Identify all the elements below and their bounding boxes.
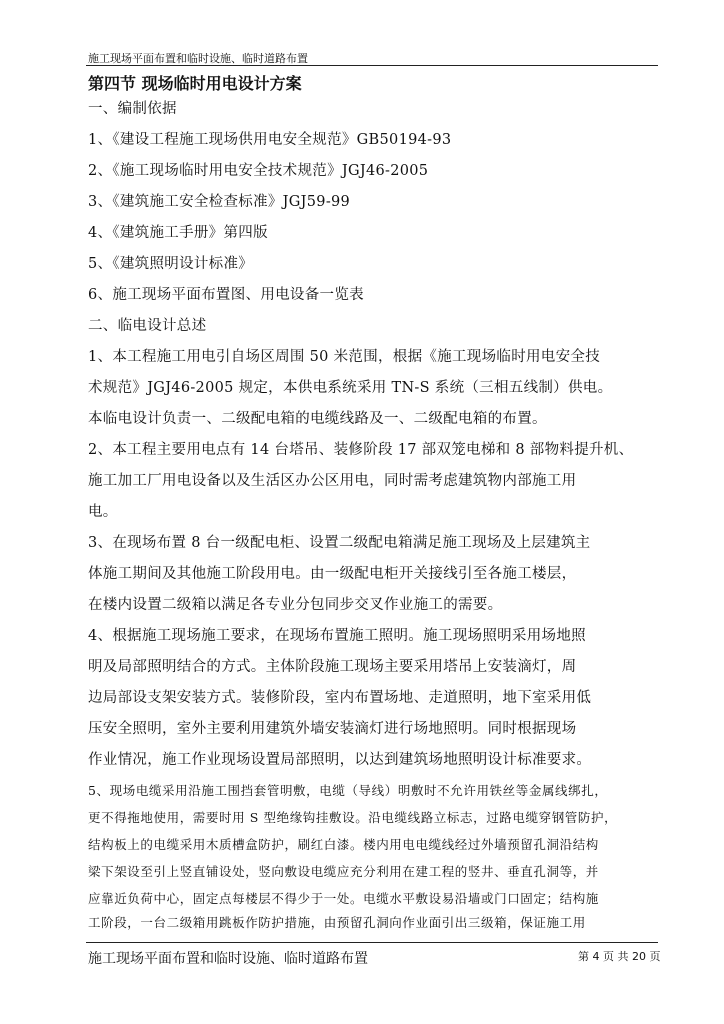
paragraph-line: 5、现场电缆采用沿施工围挡套管明敷，电缆（导线）明敷时不允许用铁丝等金属线绑扎， [88,783,608,798]
paragraph-line: 电。 [88,504,118,520]
paragraph-line: 3、在现场布置 8 台一级配电柜、设置二级配电箱满足施工现场及上层建筑主 [88,535,591,551]
page-number: 第 4 页 共 20 页 [578,950,661,963]
running-footer: 施工现场平面布置和临时设施、临时道路布置 [88,951,368,967]
paragraph-line: 结构板上的电缆采用木质槽盒防护，刷红白漆。楼内用电电缆线经过外墙预留孔洞沿结构 [88,837,599,852]
running-header: 施工现场平面布置和临时设施、临时道路布置 [88,52,308,65]
paragraph-line: 压安全照明，室外主要利用建筑外墙安装滴灯进行场地照明。同时根据现场 [88,721,577,737]
reference-item: 3、《建筑施工安全检查标准》JGJ59-99 [88,194,351,210]
paragraph-line: 在楼内设置二级箱以满足各专业分包同步交叉作业施工的需要。 [88,597,503,613]
paragraph-line: 体施工期间及其他施工阶段用电。由一级配电柜开关接线引至各施工楼层， [88,566,577,582]
paragraph-line: 2、本工程主要用电点有 14 台塔吊、装修阶段 17 部双笼电梯和 8 部物料提升机、 [88,442,634,458]
paragraph-line: 作业情况，施工作业现场设置局部照明，以达到建筑场地照明设计标准要求。 [88,752,592,768]
paragraph-line: 明及局部照明结合的方式。主体阶段施工现场主要采用塔吊上安装滴灯，周 [88,659,577,675]
footer-divider [86,942,658,943]
reference-item: 6、施工现场平面布置图、用电设备一览表 [88,287,364,303]
paragraph-line: 梁下架设至引上竖直铺设处，竖向敷设电缆应充分利用在建工程的竖井、垂直孔洞等，并 [88,864,599,879]
section-title: 第四节 现场临时用电设计方案 [88,74,302,93]
paragraph-line: 应靠近负荷中心，固定点每楼层不得少于一处。电缆水平敷设易沿墙或门口固定；结构施 [88,891,599,906]
paragraph-line: 术规范》JGJ46-2005 规定，本供电系统采用 TN-S 系统（三相五线制）供电。 [88,380,613,396]
paragraph-line: 更不得拖地使用，需要时用 S 型绝缘钩挂敷设。沿电缆线路立标志，过路电缆穿钢管防护， [88,810,618,825]
section-heading: 二、临电设计总述 [88,318,207,334]
header-divider [86,65,658,66]
reference-item: 5、《建筑照明设计标准》 [88,256,254,272]
section-heading: 一、编制依据 [88,101,177,117]
paragraph-line: 边局部设支架安装方式。装修阶段，室内布置场地、走道照明，地下室采用低 [88,690,592,706]
reference-item: 4、《建筑施工手册》第四版 [88,225,268,241]
reference-item: 2、《施工现场临时用电安全技术规范》JGJ46-2005 [88,163,429,179]
reference-item: 1、《建设工程施工现场供用电安全规范》GB50194-93 [88,132,452,148]
paragraph-line: 施工加工厂用电设备以及生活区办公区用电，同时需考虑建筑物内部施工用 [88,473,577,489]
paragraph-line: 本临电设计负责一、二级配电箱的电缆线路及一、二级配电箱的布置。 [88,411,547,427]
paragraph-line: 1、本工程施工用电引自场区周围 50 米范围，根据《施工现场临时用电安全技 [88,349,600,365]
paragraph-line: 工阶段，一台二级箱用跳板作防护措施，由预留孔洞向作业面引出三级箱，保证施工用 [88,915,586,930]
paragraph-line: 4、根据施工现场施工要求，在现场布置施工照明。施工现场照明采用场地照 [88,628,586,644]
